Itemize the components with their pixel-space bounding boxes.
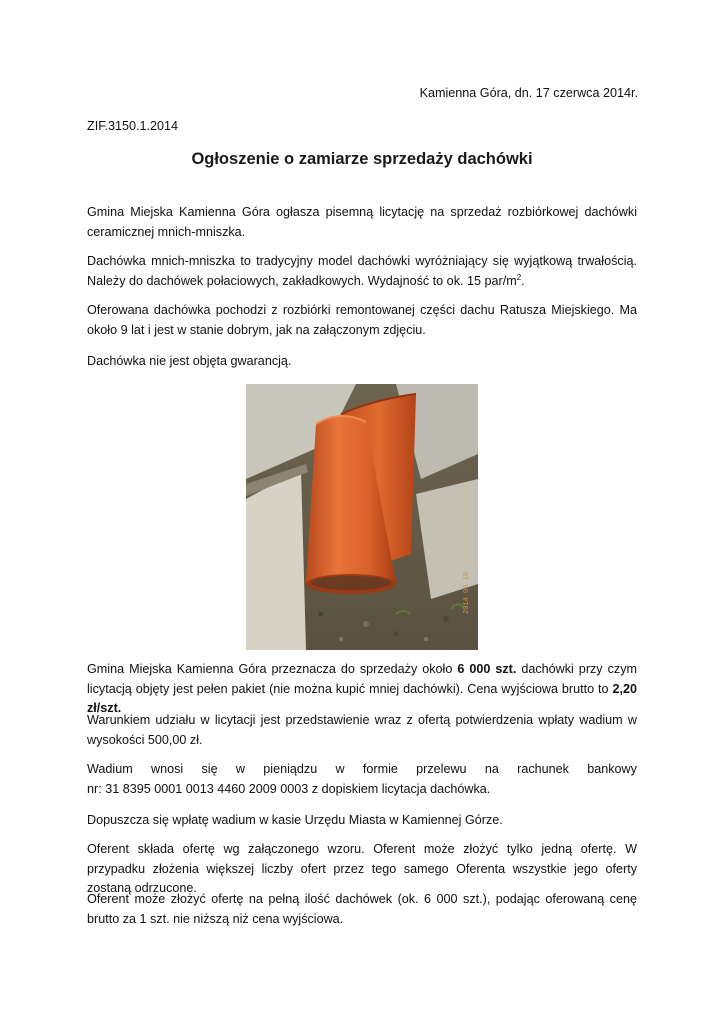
word: na (484, 762, 499, 776)
paragraph-single-offer: Oferent składa ofertę wg załączonego wzoru. Oferent może złożyć tylko jedną ofertę. W przypadku złożenia większej liczby ofert przez tego samego Oferenta wszystkie jego oferty zostaną odrzucone. (87, 842, 637, 895)
paragraph-intro: Gmina Miejska Kamienna Góra ogłasza pisemną licytację na sprzedaż rozbiórkowej dachówki ceramicznej mnich-mniszka. (87, 205, 637, 239)
word: formie (362, 762, 398, 776)
paragraph-description (87, 252, 637, 291)
quantity-value: 6 000 szt. (457, 662, 517, 676)
quantity-text-a: Gmina Miejska Kamienna Góra przeznacza do sprzedaży około (87, 662, 458, 676)
paragraph-origin: Oferowana dachówka pochodzi z rozbiórki remontowanej części dachu Ratusza Miejskiego. Ma około 9 lat i jest w stanie dobrym, jak na załączonym zdjęciu. (87, 303, 637, 337)
description-end: . (521, 273, 525, 288)
word: pieniądzu (263, 762, 318, 776)
word: Wadium (87, 762, 133, 776)
paragraph-deposit: Warunkiem udziału w licytacji jest przedstawienie wraz z ofertą potwierdzenia wpłaty wadium w wysokości 500,00 zł. (87, 713, 637, 747)
quantity-text-b: dachówki przy czym licytacją objęty jest pełen pakiet (nie można kupić mniej dachówki). Cena wyjściowa brutto to (87, 662, 637, 696)
roof-tile-photo (246, 384, 478, 650)
word: bankowy (587, 762, 637, 776)
word: przelewu (416, 762, 467, 776)
superscript-2: 2 (516, 272, 522, 282)
page-title: Ogłoszenie o zamiarze sprzedaży dachówki (191, 150, 533, 168)
paragraph-warranty: Dachówka nie jest objęta gwarancją. (87, 354, 292, 368)
word: w (335, 762, 345, 776)
bank-line-2: nr: 31 8395 0001 0013 4460 2009 0003 z dopiskiem licytacja dachówka. (87, 781, 491, 796)
paragraph-quantity (87, 660, 637, 719)
reference-number: ZIF.3150.1.2014 (87, 119, 179, 133)
description-text: Dachówka mnich-mniszka to tradycyjny model dachówki wyróżniający się wyjątkową trwałością. Należy do dachówek połaciowych, zakładkowych. Wydajność to ok. 15 par/m (87, 254, 637, 288)
word: w (235, 762, 245, 776)
paragraph-full-quantity: Oferent może złożyć ofertę na pełną ilość dachówek (ok. 6 000 szt.), podając oferowaną cenę brutto za 1 szt. nie niższą niż cena wyjściowa. (87, 892, 637, 926)
price-value: 2,20 zł/szt. (87, 681, 637, 715)
paragraph-cash-deposit: Dopuszcza się wpłatę wadium w kasie Urzędu Miasta w Kamiennej Górze. (87, 813, 503, 827)
paragraph-bank-account (87, 760, 637, 799)
photo-date-stamp: 2014 06 10 (463, 571, 471, 614)
word: wnosi (151, 762, 184, 776)
word: rachunek (517, 762, 569, 776)
place-date: Kamienna Góra, dn. 17 czerwca 2014r. (419, 86, 638, 100)
word: się (201, 762, 218, 776)
bank-line-1 (87, 760, 637, 780)
